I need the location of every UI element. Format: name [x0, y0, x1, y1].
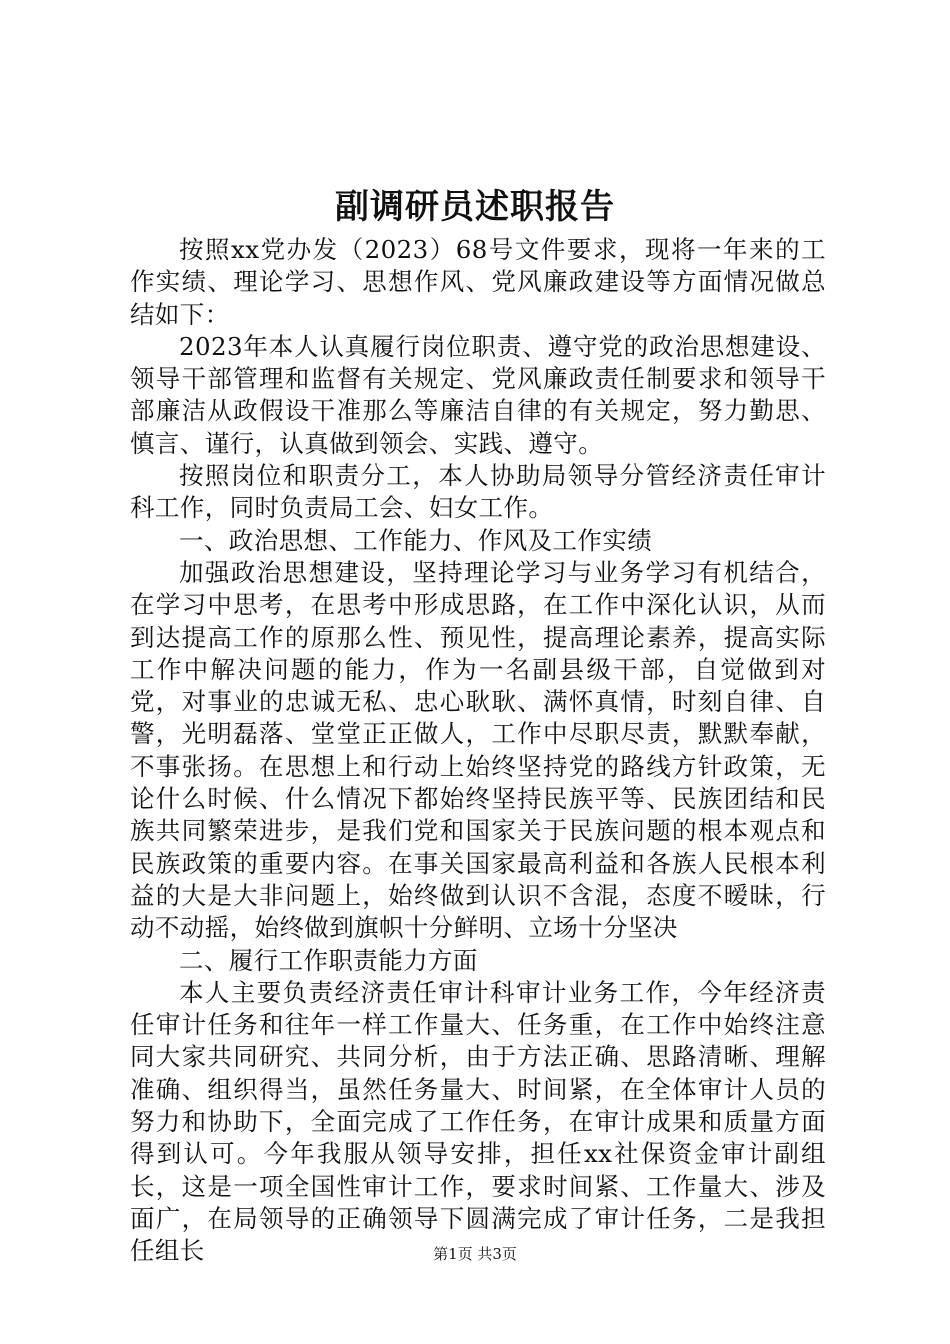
- paragraph-intro: 按照xx党办发（2023）68号文件要求，现将一年来的工作实绩、理论学习、思想作风、党风廉政建设等方面情况做总结如下：: [130, 235, 826, 329]
- paragraph-duties: 2023年本人认真履行岗位职责、遵守党的政治思想建设、领导干部管理和监督有关规定、党风廉政责任制要求和领导干部廉洁从政假设干准那么等廉洁自律的有关规定，努力勤思、慎言、谨行，认真做到领会、实践、遵守。: [130, 331, 826, 458]
- paragraph-work-duties: 本人主要负责经济责任审计科审计业务工作，今年经济责任审计任务和往年一样工作量大、任务重，在工作中始终注意同大家共同研究、共同分析，由于方法正确、思路清晰、理解准确、组织得当，虽然任务量大、时间紧，在全体审计人员的努力和协助下，全面完成了工作任务，在审计成果和质量方面得到认可。今年我服从领导安排，担任xx社保资金审计副组长，这是一项全国性审计工作，要求时间紧、工作量大、涉及面广，在局领导的正确领导下圆满完成了审计任务，二是我担任组长: [130, 977, 826, 1266]
- section-heading-1: 一、政治思想、工作能力、作风及工作实绩: [179, 525, 653, 555]
- paragraph-assignment: 按照岗位和职责分工，本人协助局领导分管经济责任审计科工作，同时负责局工会、妇女工作。: [130, 461, 826, 523]
- page-footer: 第1页 共3页: [433, 1245, 517, 1263]
- document-title: 副调研员述职报告: [335, 187, 615, 227]
- section-heading-2: 二、履行工作职责能力方面: [179, 945, 478, 975]
- paragraph-political-thought: 加强政治思想建设，坚持理论学习与业务学习有机结合，在学习中思考，在思考中形成思路，在工作中深化认识，从而到达提高工作的原那么性、预见性，提高理论素养，提高实际工作中解决问题的能力，作为一名副县级干部，自觉做到对党，对事业的忠诚无私、忠心耿耿、满怀真情，时刻自律、自警，光明磊落、堂堂正正做人，工作中尽职尽责，默默奉献，不事张扬。在思想上和行动上始终坚持党的路线方针政策，无论什么时候、什么情况下都始终坚持民族平等、民族团结和民族共同繁荣进步，是我们党和国家关于民族问题的根本观点和民族政策的重要内容。在事关国家最高利益和各族人民根本利益的大是大非问题上，始终做到认识不含混，态度不暧昧，行动不动摇，始终做到旗帜十分鲜明、立场十分坚决: [130, 557, 826, 943]
- document-body: [130, 234, 826, 1268]
